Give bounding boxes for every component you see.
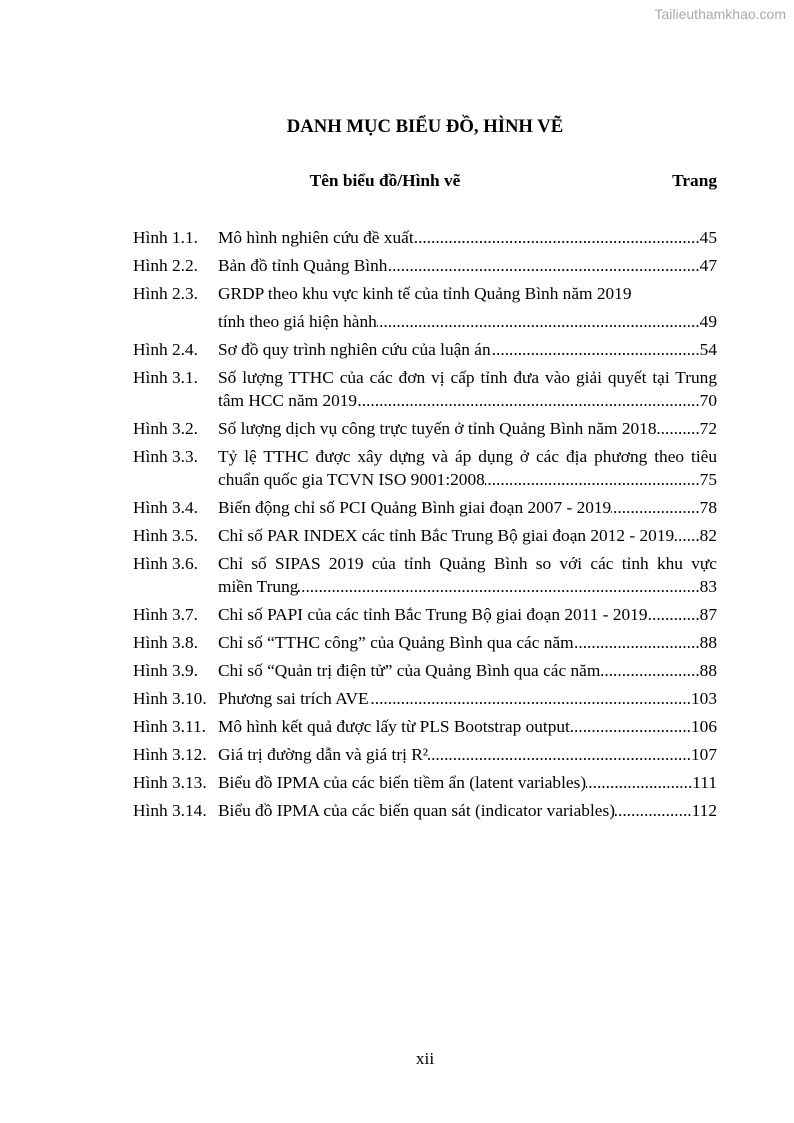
figure-label: Hình 3.7. (133, 605, 198, 624)
figure-entry (133, 338, 717, 361)
figure-title (218, 659, 717, 682)
dot-leader (586, 771, 692, 794)
dot-leader (428, 743, 691, 766)
figure-label: Hình 1.1. (133, 228, 198, 247)
page-title: DANH MỤC BIỂU ĐỒ, HÌNH VẼ (286, 116, 564, 137)
figure-label: Hình 3.6. (133, 554, 198, 573)
figure-label: Hình 3.1. (133, 368, 198, 387)
figure-label: Hình 3.2. (133, 419, 198, 438)
figure-title-last-line (218, 226, 717, 249)
figure-title (218, 226, 717, 249)
dot-leader (648, 603, 700, 626)
figure-entry (133, 603, 717, 626)
figure-title (218, 254, 717, 277)
figure-label: Hình 3.8. (133, 633, 198, 652)
figure-page-number: 112 (691, 801, 717, 820)
dot-leader (377, 310, 700, 333)
figure-title-text: Sơ đồ quy trình nghiên cứu của luận án (218, 340, 491, 359)
dot-leader (357, 389, 700, 412)
figure-page-number: 111 (692, 773, 717, 792)
dot-leader (570, 715, 691, 738)
figure-title (218, 631, 717, 654)
figure-title (218, 524, 717, 547)
dot-leader (298, 575, 699, 598)
figure-title-text: Chỉ số “Quản trị điện tử” của Quảng Bình qua các năm (218, 661, 601, 680)
dot-leader (414, 226, 700, 249)
figure-title-line: Chỉ số SIPAS 2019 của tỉnh Quảng Bình so với các tỉnh khu vực (218, 554, 717, 573)
dot-leader (600, 659, 699, 682)
column-header-title: Tên biểu đồ/Hình vẽ (309, 171, 461, 190)
column-header-page: Trang (672, 171, 717, 190)
figure-page-number: 87 (699, 605, 717, 624)
figure-title-text: Chỉ số PAPI của các tỉnh Bắc Trung Bộ giai đoạn 2011 - 2019 (218, 605, 648, 624)
figure-label: Hình 3.9. (133, 661, 198, 680)
figure-label: Hình 3.13. (133, 773, 207, 792)
figure-title (218, 366, 717, 412)
watermark: Tailieuthamkhao.com (654, 6, 786, 22)
figure-entry (133, 282, 717, 333)
figure-page-number: 88 (699, 661, 717, 680)
figure-title-text: Số lượng dịch vụ công trực tuyến ở tỉnh Quảng Bình năm 2018 (218, 419, 657, 438)
figure-title-line: GRDP theo khu vực kinh tế của tỉnh Quảng Bình năm 2019 (218, 284, 632, 303)
figure-title-text: tính theo giá hiện hành (218, 312, 377, 331)
figure-title-last-line (218, 743, 717, 766)
dot-leader (657, 417, 700, 440)
figure-title (218, 799, 717, 822)
figure-entry (133, 799, 717, 822)
figure-title (218, 445, 717, 491)
dot-leader (574, 631, 700, 654)
figure-title-last-line (218, 659, 717, 682)
figure-entry (133, 552, 717, 598)
dot-leader (387, 254, 699, 277)
figure-title (218, 338, 717, 361)
figure-entry (133, 631, 717, 654)
figure-title-text: Chỉ số PAR INDEX các tỉnh Bắc Trung Bộ giai đoạn 2012 - 2019 (218, 526, 675, 545)
figure-entry (133, 417, 717, 440)
figure-page-number: 49 (699, 312, 717, 331)
figure-title-text: Giá trị đường dẫn và giá trị R² (218, 745, 428, 764)
figure-title-text: Bản đồ tỉnh Quảng Bình (218, 256, 388, 275)
figure-title-text: Biểu đồ IPMA của các biến quan sát (indicator variables) (218, 801, 615, 820)
dot-leader (674, 524, 700, 547)
figure-title-last-line (218, 254, 717, 277)
figure-page-number: 103 (691, 689, 717, 708)
figure-label: Hình 2.2. (133, 256, 198, 275)
figure-page-number: 70 (699, 391, 717, 410)
figure-title-text: chuẩn quốc gia TCVN ISO 9001:2008 (218, 470, 485, 489)
figure-entry (133, 743, 717, 766)
figure-title (218, 282, 717, 333)
figure-label: Hình 3.10. (133, 689, 207, 708)
list-header (133, 169, 717, 192)
figure-title (218, 771, 717, 794)
figure-title-last-line (218, 417, 717, 440)
figure-label: Hình 2.3. (133, 284, 198, 303)
figure-title-last-line (218, 389, 717, 412)
figure-title-text: Chỉ số “TTHC công” của Quảng Bình qua các năm (218, 633, 574, 652)
figure-page-number: 107 (691, 745, 717, 764)
figure-page-number: 82 (699, 526, 717, 545)
figure-title (218, 743, 717, 766)
figure-title-text: Mô hình nghiên cứu đề xuất (218, 228, 414, 247)
figure-page-number: 45 (699, 228, 717, 247)
figure-title-line: Tỷ lệ TTHC được xây dựng và áp dụng ở các địa phương theo tiêu (218, 447, 717, 466)
figure-entry (133, 254, 717, 277)
figure-title-last-line (218, 603, 717, 626)
dot-leader (611, 496, 699, 519)
figure-title-line: Số lượng TTHC của các đơn vị cấp tỉnh đưa vào giải quyết tại Trung (218, 368, 717, 387)
figure-title-last-line (218, 799, 717, 822)
figure-entry (133, 226, 717, 249)
figure-entry (133, 445, 717, 491)
figure-title-text: tâm HCC năm 2019 (218, 391, 358, 410)
figure-label: Hình 3.12. (133, 745, 207, 764)
figure-page-number: 88 (699, 633, 717, 652)
figure-title-last-line (218, 310, 717, 333)
figure-page-number: 75 (699, 470, 717, 489)
figure-title-last-line (218, 338, 717, 361)
figure-title (218, 687, 717, 710)
dot-leader (485, 468, 700, 491)
figure-title-last-line (218, 687, 717, 710)
figure-page-number: 47 (699, 256, 717, 275)
figure-title (218, 417, 717, 440)
figure-title-last-line (218, 496, 717, 519)
figure-title-text: Biến động chỉ số PCI Quảng Bình giai đoạn 2007 - 2019 (218, 498, 612, 517)
dot-leader (491, 338, 700, 361)
figure-entry (133, 524, 717, 547)
figure-entry (133, 496, 717, 519)
figure-label: Hình 2.4. (133, 340, 198, 359)
figure-page-number: 78 (699, 498, 717, 517)
figure-title (218, 603, 717, 626)
page-number: xii (415, 1049, 435, 1068)
dot-leader (615, 799, 692, 822)
figure-label: Hình 3.5. (133, 526, 198, 545)
figure-label: Hình 3.4. (133, 498, 198, 517)
figure-list (133, 226, 717, 827)
figure-title-last-line (218, 715, 717, 738)
figure-title-last-line (218, 771, 717, 794)
figure-label: Hình 3.14. (133, 801, 207, 820)
figure-label: Hình 3.3. (133, 447, 198, 466)
figure-entry (133, 659, 717, 682)
figure-title-last-line (218, 468, 717, 491)
figure-title (218, 496, 717, 519)
figure-entry (133, 771, 717, 794)
figure-page-number: 54 (699, 340, 717, 359)
figure-title-last-line (218, 524, 717, 547)
figure-title-last-line (218, 575, 717, 598)
figure-page-number: 83 (699, 577, 717, 596)
figure-title (218, 552, 717, 598)
figure-page-number: 106 (691, 717, 717, 736)
figure-entry (133, 366, 717, 412)
figure-title-text: Mô hình kết quả được lấy từ PLS Bootstrap output (218, 717, 570, 736)
figure-title-text: Biểu đồ IPMA của các biến tiềm ẩn (latent variables) (218, 773, 587, 792)
figure-title (218, 715, 717, 738)
dot-leader (369, 687, 691, 710)
figure-label: Hình 3.11. (133, 717, 207, 736)
figure-title-text: miền Trung (218, 577, 299, 596)
figure-entry (133, 715, 717, 738)
figure-title-last-line (218, 631, 717, 654)
figure-page-number: 72 (699, 419, 717, 438)
figure-entry (133, 687, 717, 710)
figure-title-text: Phương sai trích AVE (218, 689, 369, 708)
